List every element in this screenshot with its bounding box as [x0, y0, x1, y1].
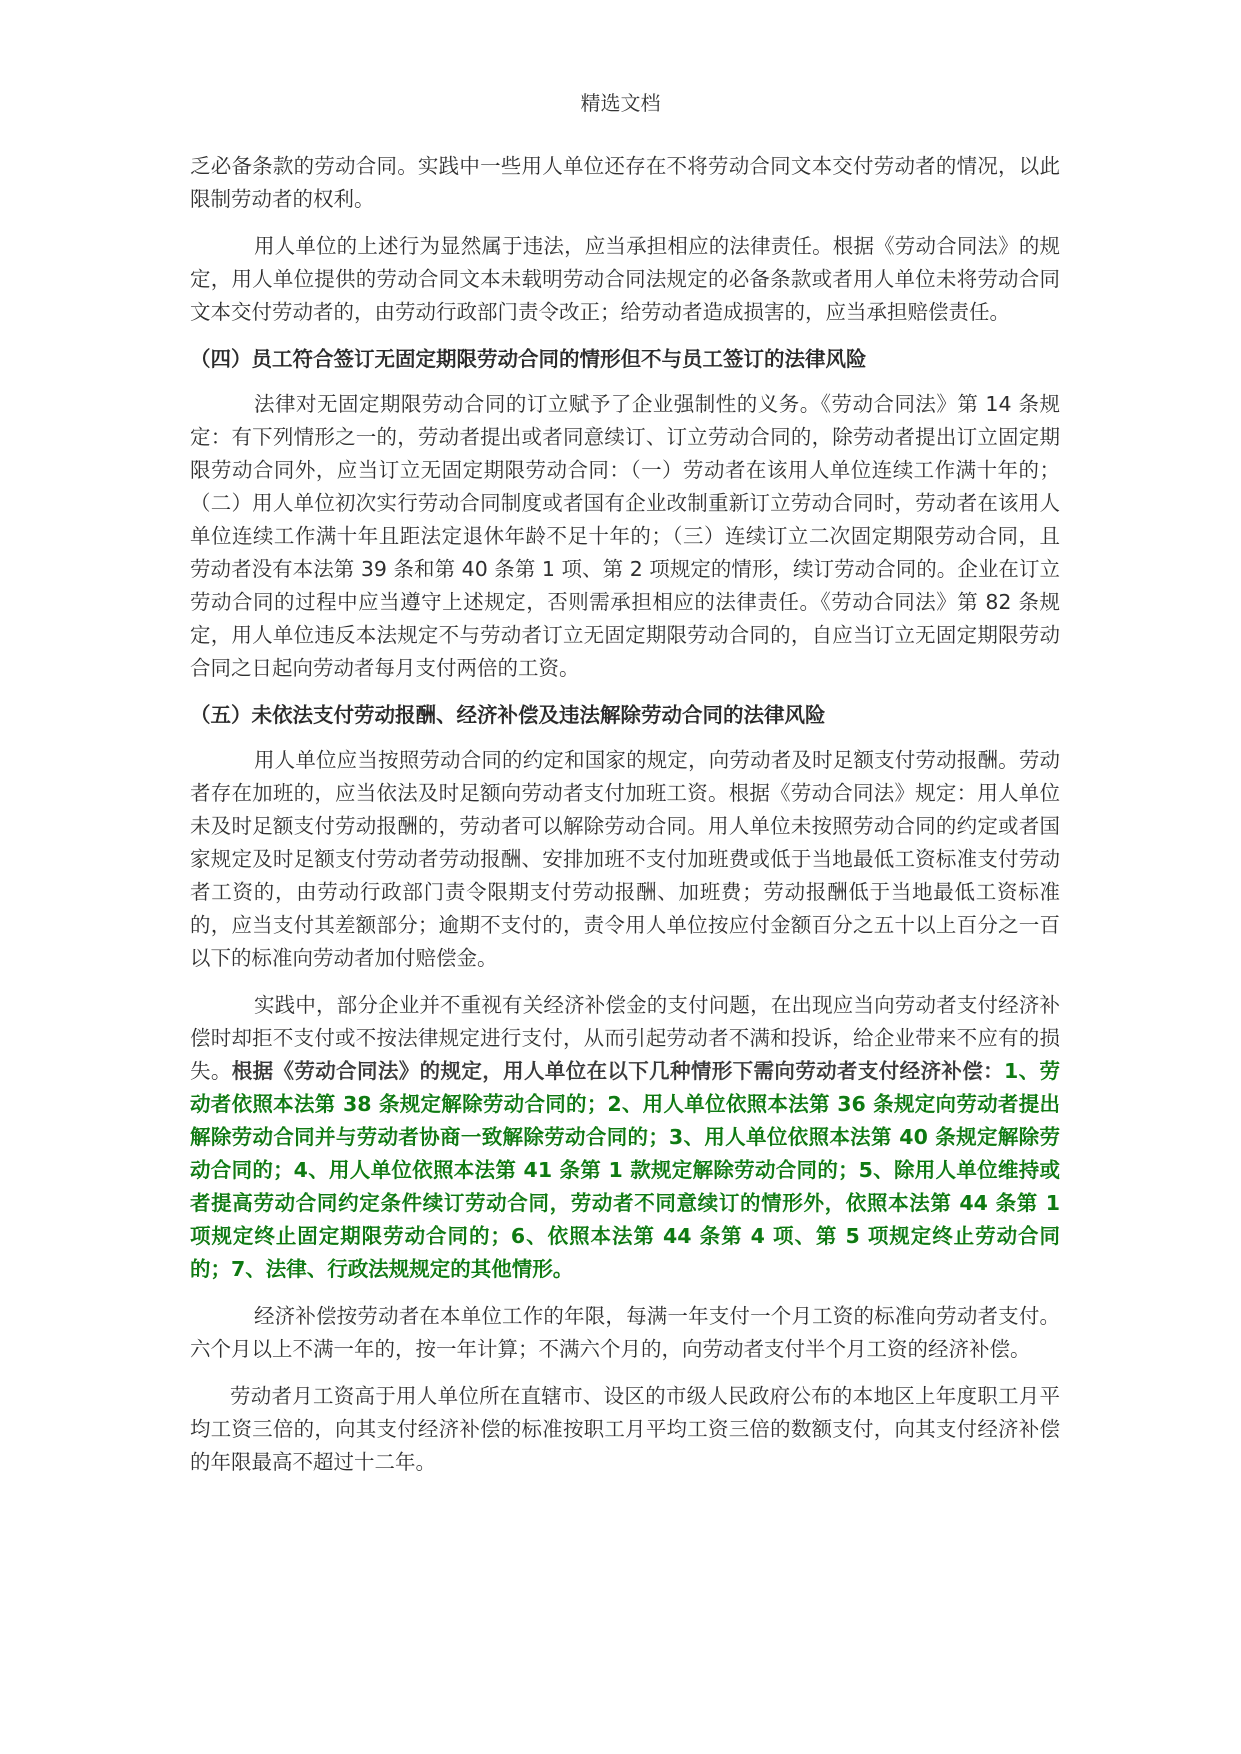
paragraph-compensation-standard: 经济补偿按劳动者在本单位工作的年限，每满一年支付一个月工资的标准向劳动者支付。六个月以上不满一年的，按一年计算；不满六个月的，向劳动者支付半个月工资的经济补偿。: [190, 1304, 1060, 1361]
paragraph-labor-remuneration: 用人单位应当按照劳动合同的约定和国家的规定，向劳动者及时足额支付劳动报酬。劳动者存在加班的，应当依法及时足额向劳动者支付加班工资。根据《劳动合同法》规定：用人单位未及时足额支付劳动报酬的，劳动者可以解除劳动合同。用人单位未按照劳动合同的约定或者国家规定及时足额支付劳动者劳动报酬、安排加班不支付加班费或低于当地最低工资标准支付劳动者工资的，由劳动行政部门责令限期支付劳动报酬、加班费；劳动报酬低于当地最低工资标准的，应当支付其差额部分；逾期不支付的，责令用人单位按应付金额百分之五十以上百分之一百以下的标准向劳动者加付赔偿金。: [190, 748, 1060, 970]
document-body: [190, 150, 1060, 1493]
paragraph-legal-liability: 用人单位的上述行为显然属于违法，应当承担相应的法律责任。根据《劳动合同法》的规定，用人单位提供的劳动合同文本未载明劳动合同法规定的必备条款或者用人单位未将劳动合同文本交付劳动者的，由劳动行政部门责令改正；给劳动者造成损害的，应当承担赔偿责任。: [190, 234, 1060, 324]
compensation-bold-text: 根据《劳动合同法》的规定，用人单位在以下几种情形下需向劳动者支付经济补偿：: [231, 1059, 1004, 1083]
paragraph-economic-compensation: [190, 989, 1060, 1286]
section-heading-4: （四）员工符合签订无固定期限劳动合同的情形但不与员工签订的法律风险: [190, 347, 867, 371]
paragraph-compensation-cap: 劳动者月工资高于用人单位所在直辖市、设区的市级人民政府公布的本地区上年度职工月平均工资三倍的，向其支付经济补偿的标准按职工月平均工资三倍的数额支付，向其支付经济补偿的年限最高不超过十二年。: [190, 1384, 1060, 1474]
section-heading-5: （五）未依法支付劳动报酬、经济补偿及违法解除劳动合同的法律风险: [190, 703, 826, 727]
paragraph-continuation: 乏必备条款的劳动合同。实践中一些用人单位还存在不将劳动合同文本交付劳动者的情况，以此限制劳动者的权利。: [190, 154, 1060, 211]
page-header: 精选文档: [580, 91, 661, 115]
compensation-intro-text: 实践中，部分企业并不重视有关经济补偿金的支付问题，在出现应当向劳动者支付经济补偿时却拒不支付或不按法律规定进行支付，从而引起劳动者不满和投诉，给企业带来不应有的损失。: [190, 993, 1060, 1083]
paragraph-open-ended-contract: 法律对无固定期限劳动合同的订立赋予了企业强制性的义务。《劳动合同法》第 14 条规定：有下列情形之一的，劳动者提出或者同意续订、订立劳动合同的，除劳动者提出订立固定期限劳动合同外，应当订立无固定期限劳动合同：（一）劳动者在该用人单位连续工作满十年的；（二）用人单位初次实行劳动合同制度或者国有企业改制重新订立劳动合同时，劳动者在该用人单位连续工作满十年且距法定退休年龄不足十年的；（三）连续订立二次固定期限劳动合同，且劳动者没有本法第 39 条和第 40 条第 1 项、第 2 项规定的情形，续订劳动合同的。企业在订立劳动合同的过程中应当遵守上述规定，否则需承担相应的法律责任。《劳动合同法》第 82 条规定，用人单位违反本法规定不与劳动者订立无固定期限劳动合同的，自应当订立无固定期限劳动合同之日起向劳动者每月支付两倍的工资。: [190, 392, 1060, 680]
compensation-cases-highlight: 1、劳动者依照本法第 38 条规定解除劳动合同的；2、用人单位依照本法第 36 条规定向劳动者提出解除劳动合同并与劳动者协商一致解除劳动合同的；3、用人单位依照本法第 40 条规定解除劳动合同的；4、用人单位依照本法第 41 条第 1 款规定解除劳动合同的；5、除用人单位维持或者提高劳动合同约定条件续订劳动合同，劳动者不同意续订的情形外，依照本法第 44 条第 1 项规定终止固定期限劳动合同的；6、依照本法第 44 条第 4 项、第 5 项规定终止劳动合同的；7、法律、行政法规规定的其他情形。: [190, 1059, 1061, 1281]
